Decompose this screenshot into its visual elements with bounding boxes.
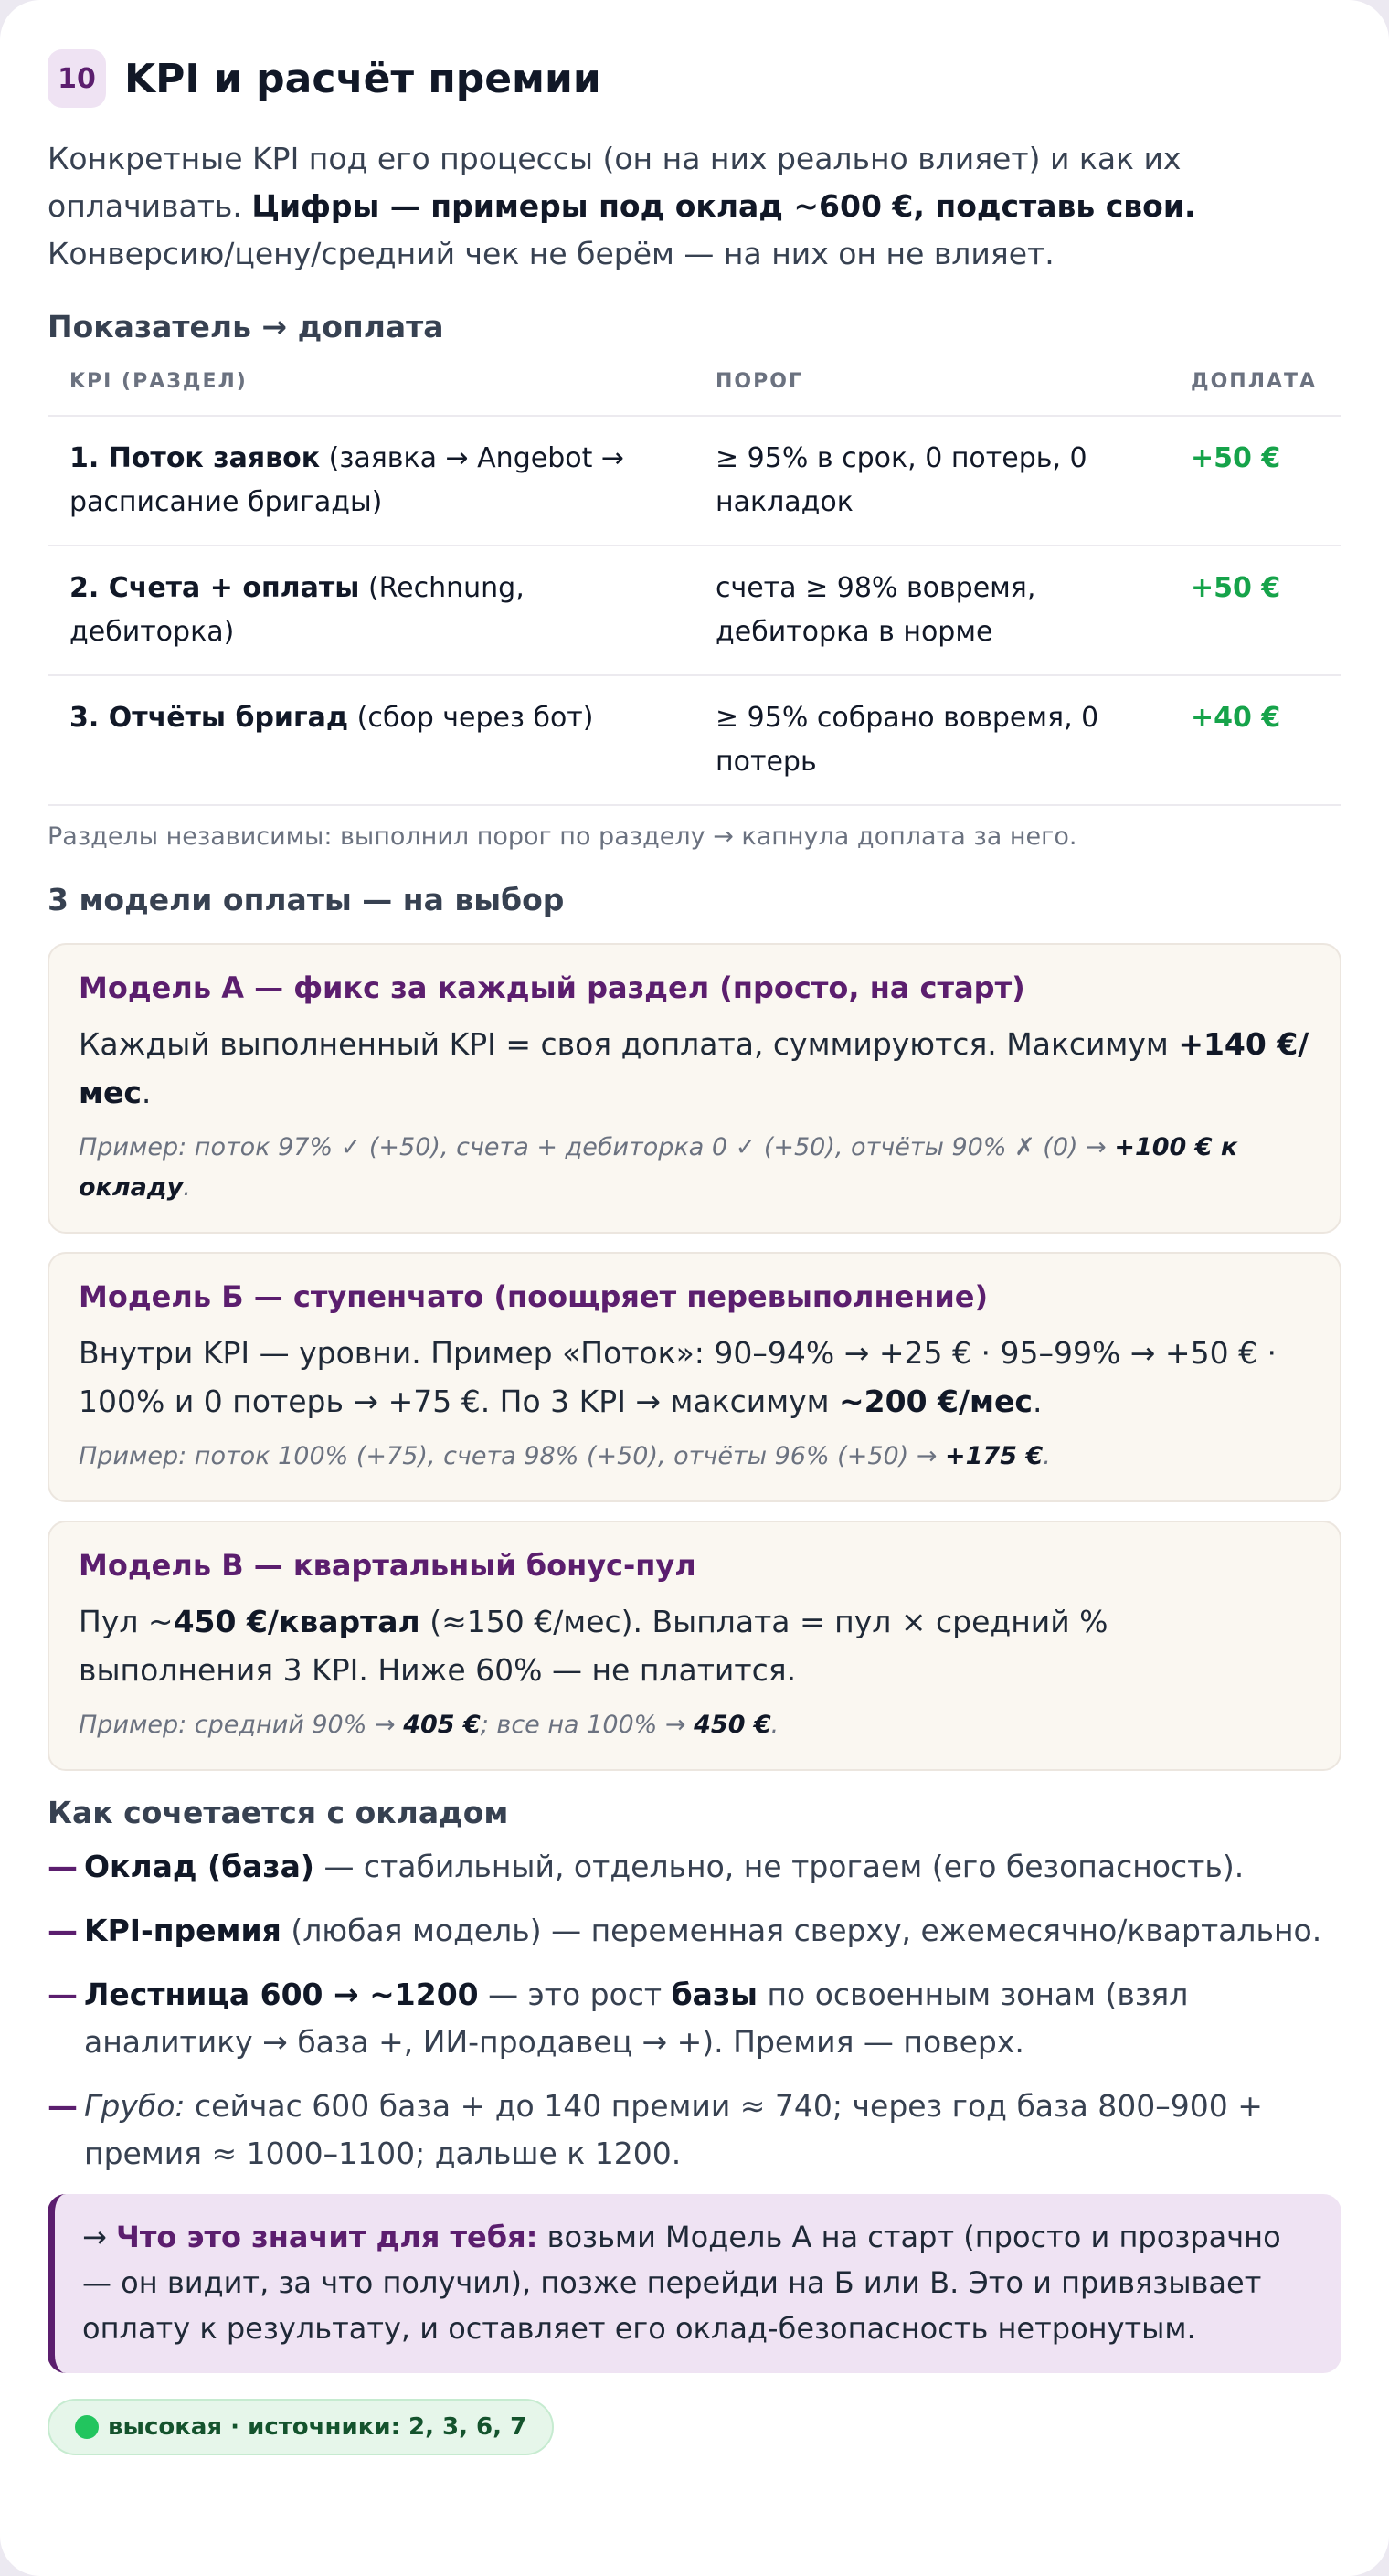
bullet-bold: KPI-премия bbox=[84, 1913, 281, 1948]
intro-bold: Цифры — примеры под оклад ~600 €, подставь свои. bbox=[251, 188, 1196, 224]
model-text-bold: ~200 €/мес bbox=[839, 1383, 1033, 1419]
bullet-text: — стабильный, отдельно, не трогаем (его безопасность). bbox=[313, 1849, 1245, 1884]
column-header-kpi: KPI (РАЗДЕЛ) bbox=[48, 370, 694, 416]
dash-marker: — bbox=[48, 1849, 78, 1884]
models-section-heading: 3 модели оплаты — на выбор bbox=[48, 882, 565, 917]
example-bold: 405 € bbox=[403, 1711, 481, 1739]
example-text: Пример: поток 97% ✓ (+50), счета + дебиторка 0 ✓ (+50), отчёты 90% ✗ (0) → bbox=[79, 1133, 1115, 1161]
kpi-name: 2. Счета + оплаты bbox=[69, 572, 360, 604]
pay-cell: +40 € bbox=[1169, 675, 1341, 805]
kpi-table bbox=[48, 370, 1341, 806]
callout-text: возьми Модель А на старт (просто и прозрачно — он видит, за что получил), позже перейди на Б или В. Это и привязывает оплату к результату, и оставляет его оклад-безопасность нетронутым. bbox=[82, 2220, 1281, 2346]
list-item bbox=[48, 1843, 1341, 1891]
kpi-cell bbox=[48, 416, 694, 546]
bullet-text: — это рост bbox=[478, 1977, 672, 2012]
kpi-name: 1. Поток заявок bbox=[69, 442, 321, 474]
column-header-threshold: ПОРОГ bbox=[694, 370, 1169, 416]
example-bold: +175 € bbox=[945, 1442, 1044, 1470]
green-circle-icon bbox=[75, 2415, 99, 2439]
example-text: Пример: поток 100% (+75), счета 98% (+50), отчёты 96% (+50) → bbox=[79, 1442, 946, 1470]
example-text: . bbox=[770, 1711, 779, 1739]
example-text: . bbox=[1043, 1442, 1051, 1470]
example-text: . bbox=[183, 1173, 191, 1202]
threshold-cell: ≥ 95% в срок, 0 потерь, 0 накладок bbox=[694, 416, 1169, 546]
model-b-card bbox=[48, 1252, 1341, 1502]
model-example bbox=[79, 1436, 1310, 1477]
threshold-cell: ≥ 95% собрано вовремя, 0 потерь bbox=[694, 675, 1169, 805]
bullet-bold: Лестница 600 → ~1200 bbox=[84, 1977, 479, 2012]
bullet-italic: Грубо: bbox=[84, 2088, 186, 2124]
page-title: KPI и расчёт премии bbox=[124, 55, 601, 102]
takeaway-callout bbox=[48, 2194, 1341, 2373]
pay-cell: +50 € bbox=[1169, 416, 1341, 546]
model-v-card bbox=[48, 1521, 1341, 1771]
callout-arrow: → bbox=[82, 2220, 116, 2254]
model-example bbox=[79, 1128, 1310, 1208]
example-bold: 450 € bbox=[694, 1711, 771, 1739]
list-item bbox=[48, 2083, 1341, 2178]
bullet-text: сейчас 600 база + до 140 премии ≈ 740; через год база 800–900 + премия ≈ 1000–1100; дальше к 1200. bbox=[84, 2088, 1263, 2171]
example-bold: +100 € к окладу bbox=[79, 1133, 1238, 1202]
section-number-badge: 10 bbox=[48, 49, 106, 108]
bullet-text: по освоенным зонам (взял аналитику → база +, ИИ-продавец → +). Премия — поверх. bbox=[84, 1977, 1189, 2060]
intro-text-2: Конверсию/цену/средний чек не берём — на них он не влияет. bbox=[48, 236, 1055, 271]
kpi-cell bbox=[48, 546, 694, 675]
confidence-badge bbox=[48, 2399, 554, 2455]
kpi-section-heading: Показатель → доплата bbox=[48, 309, 444, 345]
card-header bbox=[48, 49, 1341, 108]
salary-bullet-list bbox=[48, 1843, 1341, 2178]
kpi-cell bbox=[48, 675, 694, 805]
kpi-table-note: Разделы независимы: выполнил порог по разделу → капнула доплата за него. bbox=[48, 822, 1077, 851]
confidence-label: высокая · источники: 2, 3, 6, 7 bbox=[108, 2413, 527, 2441]
model-description bbox=[79, 1329, 1310, 1426]
dash-marker: — bbox=[48, 1977, 78, 2012]
table-row bbox=[48, 675, 1341, 805]
kpi-detail: (Rechnung, дебиторка) bbox=[69, 572, 525, 648]
model-text-part: Пул ~ bbox=[79, 1604, 174, 1639]
table-header-row bbox=[48, 370, 1341, 416]
column-header-pay: ДОПЛАТА bbox=[1169, 370, 1341, 416]
intro-text-1: Конкретные KPI под его процессы (он на них реально влияет) и как их оплачивать. bbox=[48, 141, 1182, 224]
dash-marker: — bbox=[48, 2088, 78, 2124]
bullet-bold: базы bbox=[671, 1977, 758, 2012]
salary-section-heading: Как сочетается с окладом bbox=[48, 1795, 509, 1830]
bullet-text: (любая модель) — переменная сверху, ежемесячно/квартально. bbox=[281, 1913, 1322, 1948]
model-text-bold: +140 €/мес bbox=[79, 1026, 1309, 1110]
dash-marker: — bbox=[48, 1913, 78, 1948]
table-row bbox=[48, 416, 1341, 546]
model-title: Модель В — квартальный бонус-пул bbox=[79, 1548, 696, 1583]
example-text: Пример: средний 90% → bbox=[79, 1711, 404, 1739]
intro-paragraph bbox=[48, 135, 1341, 278]
example-text: ; все на 100% → bbox=[480, 1711, 694, 1739]
model-text-bold: 450 €/квартал bbox=[173, 1604, 420, 1639]
pay-cell: +50 € bbox=[1169, 546, 1341, 675]
bullet-bold: Оклад (база) bbox=[84, 1849, 314, 1884]
model-a-card bbox=[48, 943, 1341, 1234]
callout-bold: Что это значит для тебя: bbox=[115, 2220, 538, 2254]
list-item bbox=[48, 1907, 1341, 1955]
model-text-part: Каждый выполненный KPI = своя доплата, суммируются. Максимум bbox=[79, 1026, 1179, 1062]
model-description bbox=[79, 1020, 1310, 1117]
model-example bbox=[79, 1705, 1310, 1745]
model-title: Модель А — фикс за каждый раздел (просто, на старт) bbox=[79, 970, 1025, 1005]
kpi-detail: (сбор через бот) bbox=[348, 702, 594, 734]
threshold-cell: счета ≥ 98% вовремя, дебиторка в норме bbox=[694, 546, 1169, 675]
model-text-part: Внутри KPI — уровни. Пример «Поток»: 90–94% → +25 € · 95–99% → +50 € · 100% и 0 потерь → +75 €. По 3 KPI → максимум bbox=[79, 1335, 1278, 1419]
model-title: Модель Б — ступенчато (поощряет перевыполнение) bbox=[79, 1279, 989, 1314]
model-text-part: (≈150 €/мес). Выплата = пул × средний % выполнения 3 KPI. Ниже 60% — не платится. bbox=[79, 1604, 1108, 1688]
kpi-name: 3. Отчёты бригад bbox=[69, 702, 349, 734]
model-text-part: . bbox=[1032, 1383, 1043, 1419]
kpi-detail: (заявка → Angebot → расписание бригады) bbox=[69, 442, 625, 518]
model-text-part: . bbox=[141, 1075, 152, 1110]
model-description bbox=[79, 1597, 1310, 1694]
list-item bbox=[48, 1971, 1341, 2066]
table-row bbox=[48, 546, 1341, 675]
